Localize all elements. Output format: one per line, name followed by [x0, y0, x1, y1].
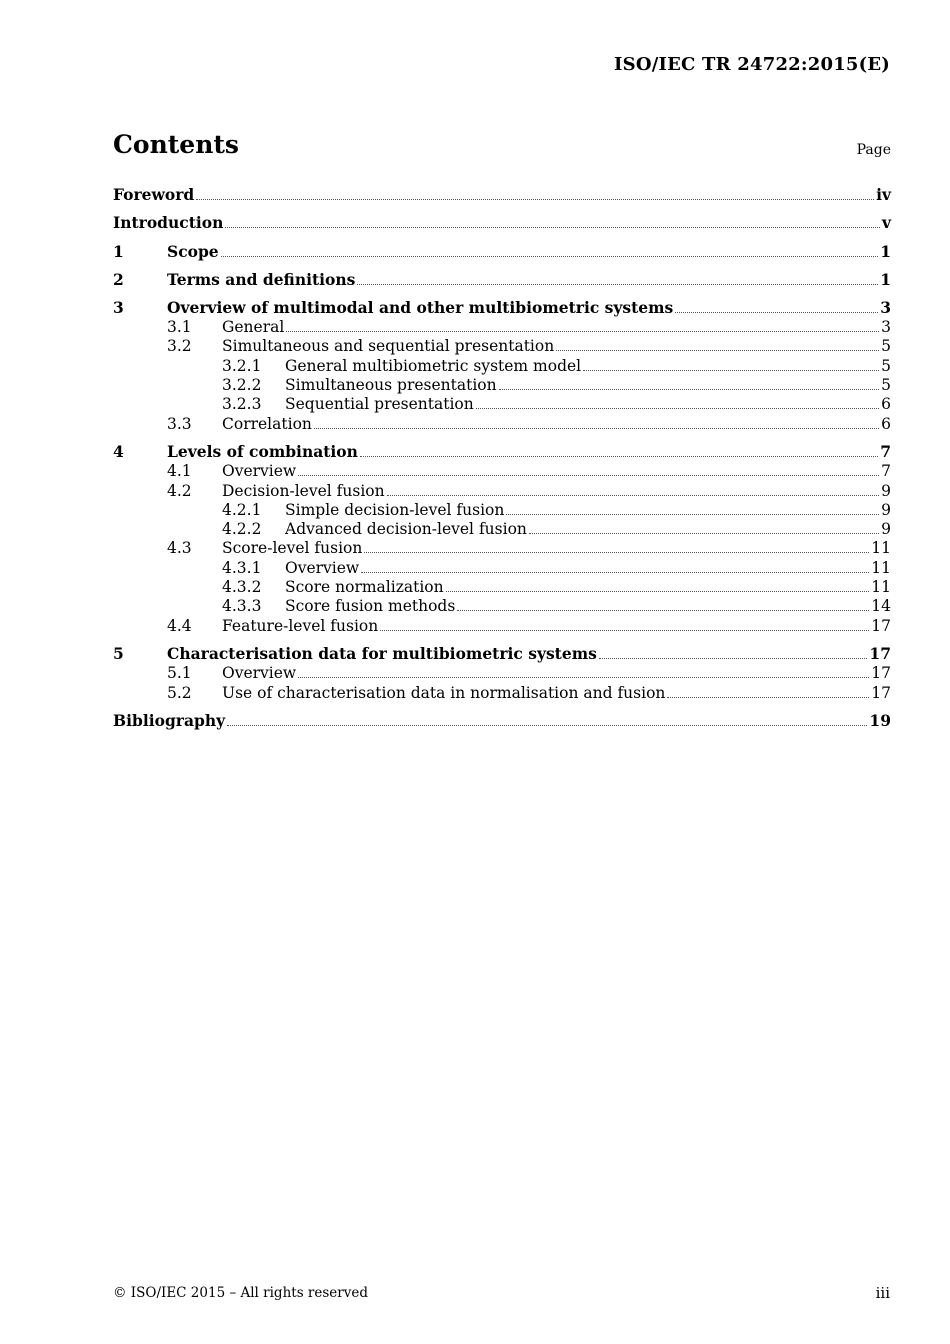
dot-leader	[227, 725, 867, 726]
toc-entry-page: 11	[871, 558, 891, 577]
toc-entry[interactable]	[113, 617, 891, 636]
page-title: Contents	[113, 130, 240, 159]
toc-entry-title: Use of characterisation data in normalisation and fusion	[222, 683, 666, 702]
dot-leader	[196, 199, 874, 200]
toc-entry[interactable]	[113, 395, 891, 414]
dot-leader	[364, 552, 869, 553]
toc-entry-title: Overview of multimodal and other multibiometric systems	[167, 298, 674, 318]
toc-entry[interactable]	[113, 462, 891, 481]
toc-entry-page: 6	[881, 414, 891, 433]
toc-entry-page: 11	[871, 578, 891, 597]
document-id: ISO/IEC TR 24722:2015(E)	[614, 54, 890, 75]
toc-entry-title: Sequential presentation	[285, 395, 474, 414]
copyright-notice: © ISO/IEC 2015 – All rights reserved	[113, 1285, 368, 1301]
toc-entry[interactable]	[113, 578, 891, 597]
toc-entry-number: 4.3.1	[222, 558, 262, 577]
toc-entry-number: 5	[113, 644, 124, 664]
toc-entry-title: Score fusion methods	[285, 597, 456, 616]
dot-leader	[457, 610, 869, 611]
toc-entry-title: Advanced decision-level fusion	[285, 520, 527, 539]
dot-leader	[298, 475, 879, 476]
toc-entry-number: 3.2.3	[222, 395, 262, 414]
dot-leader	[387, 495, 880, 496]
toc-entry-number: 4.4	[167, 616, 192, 635]
toc-entry-page: 11	[871, 539, 891, 558]
toc-entry-title: Score normalization	[285, 578, 444, 597]
toc-entry-page: 5	[881, 376, 891, 395]
toc-entry-page: v	[881, 213, 891, 233]
toc-entry-title: Overview	[222, 664, 297, 683]
toc-entry-title: Simultaneous and sequential presentation	[222, 337, 555, 356]
toc-entry[interactable]	[113, 711, 891, 731]
toc-entry-page: 17	[871, 683, 891, 702]
dot-leader	[225, 227, 880, 228]
dot-leader	[675, 312, 878, 313]
toc-entry-page: 9	[881, 500, 891, 519]
toc-entry-number: 3.2.1	[222, 356, 262, 375]
toc-entry-title: Introduction	[113, 213, 224, 233]
toc-entry-page: 9	[881, 481, 891, 500]
toc-entry-page: 17	[869, 644, 891, 664]
toc-entry-page: 14	[871, 597, 891, 616]
toc-entry-title: Overview	[222, 462, 297, 481]
dot-leader	[556, 350, 879, 351]
toc-entry-title: Terms and definitions	[167, 269, 356, 289]
toc-entry-title: Characterisation data for multibiometric systems	[167, 644, 597, 664]
dot-leader	[499, 389, 880, 390]
toc-entry[interactable]	[113, 644, 891, 664]
toc-entry-number: 5.2	[167, 683, 192, 702]
toc-entry[interactable]	[113, 559, 891, 578]
toc-entry-title: Feature-level fusion	[222, 616, 379, 635]
toc-entry-page: 7	[880, 442, 891, 462]
toc-entry-page: 5	[881, 356, 891, 375]
dot-leader	[446, 591, 870, 592]
toc-entry[interactable]	[113, 597, 891, 616]
toc-entry-number: 3.2	[167, 337, 192, 356]
dot-leader	[361, 572, 869, 573]
toc-entry-number: 4	[113, 442, 124, 462]
page-column-label: Page	[856, 142, 891, 158]
toc-entry[interactable]	[113, 376, 891, 395]
dot-leader	[506, 514, 879, 515]
toc-entry-page: 6	[881, 395, 891, 414]
toc-entry-page: 1	[880, 241, 891, 261]
toc-entry-number: 1	[113, 241, 124, 261]
toc-entry-title: General	[222, 318, 285, 337]
toc-entry-number: 2	[113, 269, 124, 289]
dot-leader	[314, 428, 879, 429]
page-number: iii	[875, 1284, 890, 1302]
toc-entry[interactable]	[113, 318, 891, 337]
toc-entry-number: 3.1	[167, 318, 192, 337]
toc-entry-title: General multibiometric system model	[285, 356, 582, 375]
toc-entry-number: 3	[113, 298, 124, 318]
toc-entry-page: 17	[871, 664, 891, 683]
toc-entry-page: 7	[881, 462, 891, 481]
toc-entry-title: Score-level fusion	[222, 539, 363, 558]
toc-entry-title: Simple decision-level fusion	[285, 500, 505, 519]
toc-entry[interactable]	[113, 298, 891, 318]
toc-entry-title: Decision-level fusion	[222, 481, 385, 500]
table-of-contents	[113, 185, 891, 731]
toc-entry-page: 3	[880, 298, 891, 318]
toc-entry-title: Levels of combination	[167, 442, 358, 462]
toc-entry-number: 3.3	[167, 414, 192, 433]
dot-leader	[476, 408, 879, 409]
toc-entry[interactable]	[113, 684, 891, 703]
toc-entry-title: Scope	[167, 241, 219, 261]
dot-leader	[667, 697, 869, 698]
dot-leader	[286, 331, 879, 332]
toc-entry-page: 3	[881, 318, 891, 337]
dot-leader	[221, 256, 879, 257]
toc-entry-number: 4.3.2	[222, 578, 262, 597]
toc-entry-page: 5	[881, 337, 891, 356]
toc-entry[interactable]	[113, 664, 891, 683]
toc-entry[interactable]	[113, 337, 891, 356]
toc-entry-number: 4.2.2	[222, 520, 262, 539]
toc-entry-number: 4.1	[167, 462, 192, 481]
toc-entry-title: Bibliography	[113, 711, 226, 731]
dot-leader	[380, 630, 869, 631]
toc-entry-title: Overview	[285, 558, 360, 577]
toc-entry-page: 9	[881, 520, 891, 539]
toc-entry-page: iv	[876, 185, 891, 204]
toc-entry-number: 4.3.3	[222, 597, 262, 616]
dot-leader	[599, 658, 868, 659]
toc-entry-page: 19	[869, 711, 891, 731]
toc-entry-number: 4.2	[167, 481, 192, 500]
toc-entry-number: 5.1	[167, 664, 192, 683]
toc-entry[interactable]	[113, 442, 891, 462]
toc-entry[interactable]	[113, 185, 891, 205]
toc-entry[interactable]	[113, 482, 891, 501]
toc-entry[interactable]	[113, 213, 891, 233]
toc-entry[interactable]	[113, 270, 891, 290]
dot-leader	[583, 370, 879, 371]
dot-leader	[298, 677, 869, 678]
toc-entry-title: Correlation	[222, 414, 312, 433]
toc-entry[interactable]	[113, 539, 891, 558]
toc-entry-number: 3.2.2	[222, 376, 262, 395]
dot-leader	[357, 284, 878, 285]
toc-entry-title: Simultaneous presentation	[285, 376, 497, 395]
dot-leader	[529, 533, 879, 534]
toc-entry[interactable]	[113, 520, 891, 539]
toc-entry-number: 4.3	[167, 539, 192, 558]
toc-entry-page: 1	[880, 269, 891, 289]
toc-entry-page: 17	[871, 616, 891, 635]
toc-entry[interactable]	[113, 501, 891, 520]
toc-entry[interactable]	[113, 415, 891, 434]
toc-entry-number: 4.2.1	[222, 500, 262, 519]
toc-entry[interactable]	[113, 357, 891, 376]
toc-entry-title: Foreword	[113, 185, 195, 204]
dot-leader	[360, 456, 878, 457]
toc-entry[interactable]	[113, 242, 891, 262]
